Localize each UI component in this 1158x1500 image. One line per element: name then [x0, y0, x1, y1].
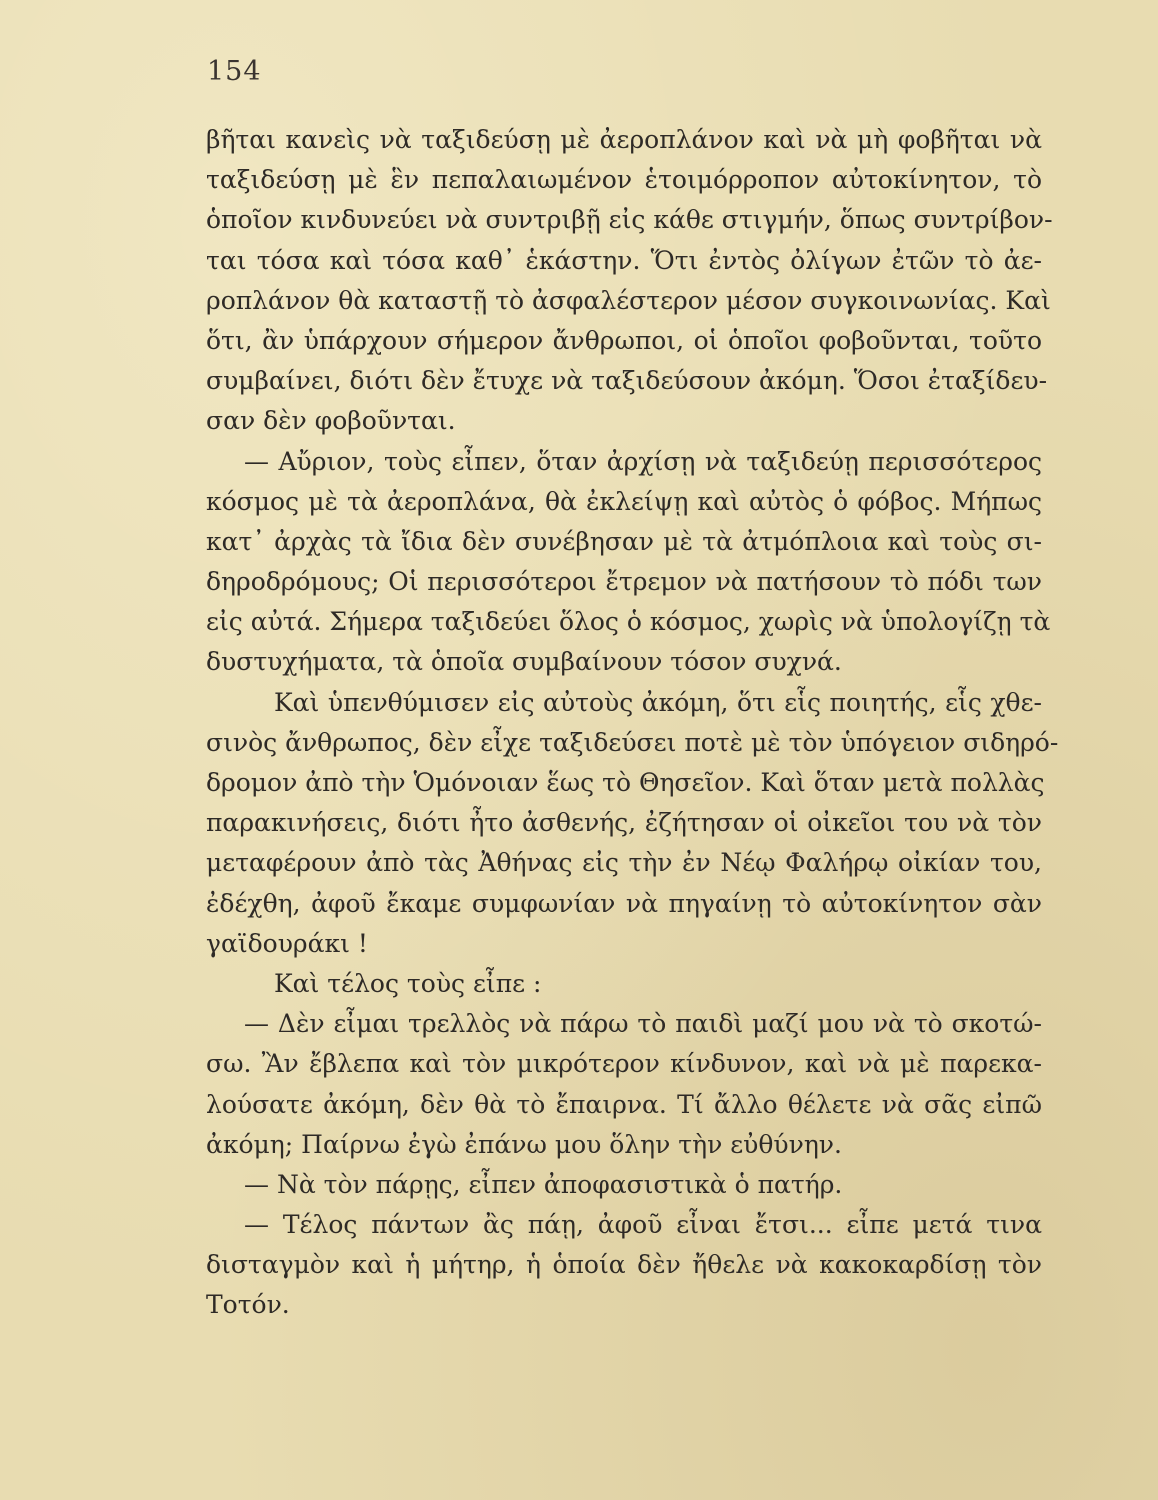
text-line: δυστυχήματα, τὰ ὁποῖα συμβαίνουν τόσον συχνά.: [206, 647, 842, 677]
text-line: κόσμος μὲ τὰ ἀεροπλάνα, θὰ ἐκλείψῃ καὶ αὐτὸς ὁ φόβος. Μήπως: [206, 486, 1042, 516]
text-line: δηροδρόμους; Οἱ περισσότεροι ἔτρεμον νὰ πατήσουν τὸ πόδι των: [206, 567, 1042, 597]
text-line: ὅτι, ἂν ὑπάρχουν σήμερον ἄνθρωποι, οἱ ὁποῖοι φοβοῦνται, τοῦτο: [206, 325, 1042, 355]
page-number: 154: [207, 56, 262, 87]
text-line: ταξιδεύσῃ μὲ ἓν πεπαλαιωμένον ἑτοιμόρροπον αὐτοκίνητον, τὸ: [206, 165, 1042, 195]
text-line: Τοτόν.: [206, 1290, 290, 1320]
text-line: ἐδέχθη, ἀφοῦ ἔκαμε συμφωνίαν νὰ πηγαίνῃ τὸ αὐτοκίνητον σὰν: [206, 888, 1042, 918]
text-line: σω. Ἂν ἔβλεπα καὶ τὸν μικρότερον κίνδυνον, καὶ νὰ μὲ παρεκα-: [206, 1049, 1042, 1079]
text-line: ροπλάνον θὰ καταστῇ τὸ ἀσφαλέστερον μέσον συγκοινωνίας. Καὶ: [206, 285, 1051, 315]
text-line: Καὶ ὑπενθύμισεν εἰς αὐτοὺς ἀκόμη, ὅτι εἷς ποιητής, εἷς χθε-: [274, 687, 1042, 717]
text-line: παρακινήσεις, διότι ἦτο ἀσθενής, ἐζήτησαν οἱ οἰκεῖοι του νὰ τὸν: [206, 808, 1042, 838]
text-line: κατ᾽ ἀρχὰς τὰ ἴδια δὲν συνέβησαν μὲ τὰ ἀτμόπλοια καὶ τοὺς σι-: [206, 526, 1042, 556]
text-line: εἰς αὐτά. Σήμερα ταξιδεύει ὅλος ὁ κόσμος, χωρὶς νὰ ὑπολογίζῃ τὰ: [206, 607, 1051, 637]
text-line: ται τόσα καὶ τόσα καθ᾽ ἑκάστην. Ὅτι ἐντὸς ὀλίγων ἐτῶν τὸ ἀε-: [206, 245, 1042, 275]
text-line: μεταφέρουν ἀπὸ τὰς Ἀθήνας εἰς τὴν ἐν Νέῳ Φαλήρῳ οἰκίαν του,: [206, 848, 1042, 878]
text-line: ἀκόμη; Παίρνω ἐγὼ ἐπάνω μου ὅλην τὴν εὐθύνην.: [206, 1129, 842, 1159]
text-line: σινὸς ἄνθρωπος, δὲν εἶχε ταξιδεύσει ποτὲ μὲ τὸν ὑπόγειον σιδηρό-: [206, 727, 1059, 757]
text-line: — Νὰ τὸν πάρῃς, εἶπεν ἀποφασιστικὰ ὁ πατήρ.: [244, 1169, 843, 1199]
body-text: [206, 120, 1059, 1326]
text-line: γαϊδουράκι !: [206, 928, 368, 958]
text-line: δισταγμὸν καὶ ἡ μήτηρ, ἡ ὁποία δὲν ἤθελε νὰ κακοκαρδίσῃ τὸν: [206, 1250, 1042, 1280]
text-line: σαν δὲν φοβοῦνται.: [206, 406, 456, 436]
text-line: λούσατε ἀκόμη, δὲν θὰ τὸ ἔπαιρνα. Τί ἄλλο θέλετε νὰ σᾶς εἰπῶ: [206, 1089, 1042, 1119]
text-line: δρομον ἀπὸ τὴν Ὁμόνοιαν ἕως τὸ Θησεῖον. Καὶ ὅταν μετὰ πολλὰς: [206, 768, 1045, 797]
text-line: συμβαίνει, διότι δὲν ἔτυχε νὰ ταξιδεύσουν ἀκόμη. Ὅσοι ἐταξίδευ-: [206, 366, 1048, 396]
text-line: — Δὲν εἶμαι τρελλὸς νὰ πάρω τὸ παιδὶ μαζί μου νὰ τὸ σκοτώ-: [244, 1009, 1042, 1039]
text-line: βῆται κανεὶς νὰ ταξιδεύσῃ μὲ ἀεροπλάνον καὶ νὰ μὴ φοβῆται νὰ: [206, 125, 1042, 154]
text-line: — Αὔριον, τοὺς εἶπεν, ὅταν ἀρχίσῃ νὰ ταξιδεύῃ περισσότερος: [244, 446, 1042, 476]
text-line: ὁποῖον κινδυνεύει νὰ συντριβῇ εἰς κάθε στιγμήν, ὅπως συντρίβον-: [206, 205, 1053, 235]
text-line: Καὶ τέλος τοὺς εἶπε :: [274, 968, 542, 998]
text-line: — Τέλος πάντων ἂς πάῃ, ἀφοῦ εἶναι ἔτσι... εἶπε μετά τινα: [244, 1210, 1042, 1240]
